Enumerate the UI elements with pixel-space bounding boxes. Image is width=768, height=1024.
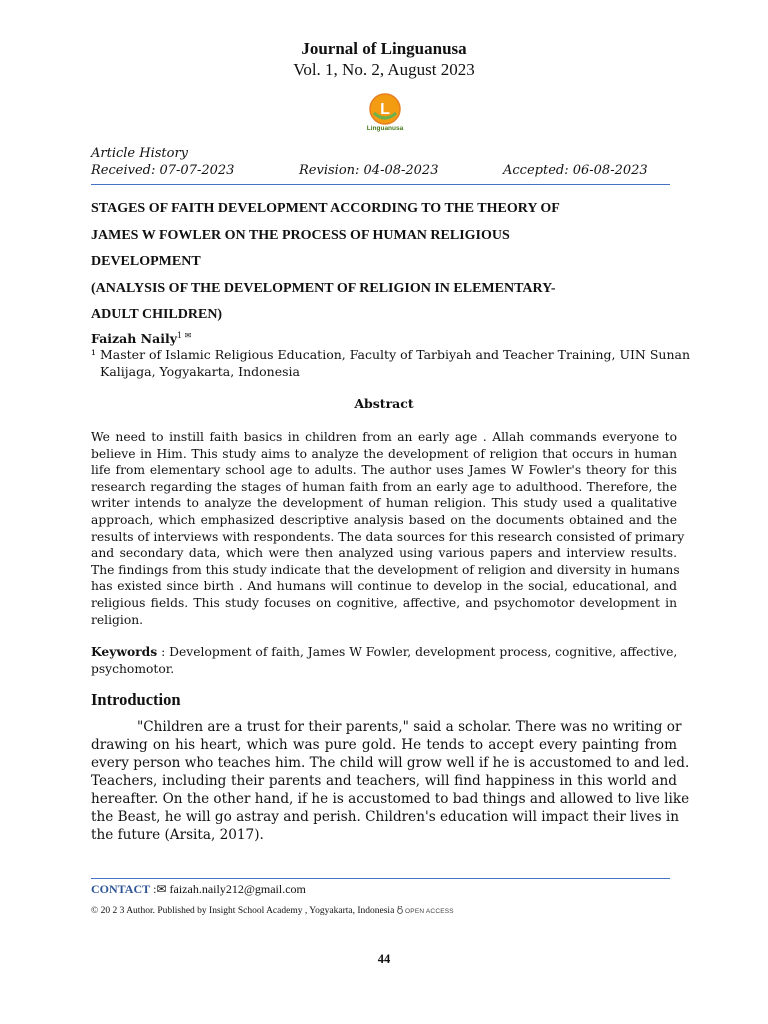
logo-text: Linguanusa bbox=[366, 125, 404, 132]
abstract-line: writer intends to analyze the development of human religion. This study used a qualitative bbox=[91, 496, 677, 511]
intro-line: the Beast, he will go astray and perish. Children's education will impact their lives in bbox=[91, 809, 679, 825]
author-name bbox=[91, 331, 191, 346]
abstract-line: religious fields. This study focuses on cognitive, affective, and psychomotor development in bbox=[91, 595, 677, 610]
abstract-line: has existed since birth . And humans will continue to develop in the social, educational, and bbox=[91, 579, 677, 594]
page-number: 44 bbox=[377, 952, 391, 966]
abstract-line: approach, which emphasized descriptive analysis based on the documents obtained and the bbox=[91, 512, 677, 527]
abstract-line: We need to instill faith basics in children from an early age . Allah commands everyone to bbox=[91, 430, 677, 444]
abstract-line: and secondary data, which were then analyzed using various papers and interview results. bbox=[91, 546, 677, 561]
journal-title: Journal of Linguanusa bbox=[301, 39, 467, 58]
author-affiliation bbox=[91, 347, 691, 380]
revision-date: Revision: 04-08-2023 bbox=[299, 163, 439, 178]
abstract-line: research regarding the stages of human faith from an early age to adulthood. Therefore, the bbox=[91, 479, 677, 494]
author-name-text: Faizah Naily bbox=[91, 331, 177, 347]
title-line: STAGES OF FAITH DEVELOPMENT ACCORDING TO THE THEORY OF bbox=[91, 201, 560, 216]
title-line: JAMES W FOWLER ON THE PROCESS OF HUMAN RELIGIOUS bbox=[91, 227, 510, 243]
copyright-footer bbox=[91, 906, 454, 916]
header-rule bbox=[91, 184, 670, 185]
intro-line: Teachers, including their parents and teachers, will find happiness in this world and bbox=[91, 773, 677, 789]
contact-sep: :✉ bbox=[150, 882, 170, 896]
author-sup: 1 ✉ bbox=[176, 331, 192, 340]
intro-line: the future (Arsita, 2017). bbox=[91, 827, 264, 843]
accepted-date: Accepted: 06-08-2023 bbox=[503, 163, 648, 178]
title-line: (ANALYSIS OF THE DEVELOPMENT OF RELIGION IN ELEMENTARY- bbox=[91, 280, 556, 296]
title-line: ADULT CHILDREN) bbox=[91, 307, 223, 322]
received-date: Received: 07-07-2023 bbox=[91, 163, 235, 178]
keywords-line: psychomotor. bbox=[91, 662, 175, 676]
keywords bbox=[91, 643, 677, 678]
keywords-label: Keywords bbox=[91, 644, 158, 659]
keywords-line: : Development of faith, James W Fowler, development process, cognitive, affective, bbox=[157, 645, 678, 659]
title-line: DEVELOPMENT bbox=[91, 254, 201, 269]
abstract-line: results of interviews with respondents. The data sources for this research consisted of primary bbox=[91, 529, 685, 544]
intro-line: drawing on his heart, which was pure gold. He tends to accept every painting from bbox=[91, 737, 677, 753]
contact-label: CONTACT bbox=[91, 882, 151, 896]
intro-line: "Children are a trust for their parents," said a scholar. There was no writing or bbox=[137, 719, 682, 735]
contact-email[interactable]: faizah.naily212@gmail.com bbox=[169, 882, 306, 896]
abstract-heading: Abstract bbox=[354, 396, 414, 411]
open-access-label: OPEN ACCESS bbox=[405, 908, 454, 915]
abstract-line: religion. bbox=[91, 612, 144, 627]
journal-volume: Vol. 1, No. 2, August 2023 bbox=[293, 60, 475, 79]
intro-line: every person who teaches him. The child will grow well if he is accustomed to and led. bbox=[91, 755, 690, 771]
article-title bbox=[91, 196, 681, 329]
copyright-text: © 20 2 3 Author. Published by Insight School Academy , Yogyakarta, Indonesia bbox=[91, 906, 395, 916]
introduction-body bbox=[91, 718, 690, 844]
abstract-line: The findings from this study indicate that the development of religion and diversity in humans bbox=[91, 562, 680, 577]
contact-info bbox=[91, 882, 306, 897]
abstract-line: believe in Him. This study aims to analyze the development of religion that occurs in human bbox=[91, 446, 677, 461]
logo-letter: L bbox=[380, 101, 390, 118]
affiliation-line: ¹ Master of Islamic Religious Education, Faculty of Tarbiyah and Teacher Training, UIN Sunan bbox=[91, 347, 691, 362]
footer-rule bbox=[91, 878, 670, 879]
introduction-heading: Introduction bbox=[91, 690, 181, 709]
article-history-label: Article History bbox=[91, 146, 189, 161]
abstract-body bbox=[91, 429, 685, 628]
journal-logo-icon bbox=[368, 93, 402, 125]
intro-line: hereafter. On the other hand, if he is accustomed to bad things and allowed to live like bbox=[91, 791, 690, 807]
abstract-line: life from elementary school age to adults. The author uses James W Fowler's theory for this bbox=[91, 463, 677, 478]
journal-logo bbox=[362, 93, 408, 135]
affiliation-line: Kalijaga, Yogyakarta, Indonesia bbox=[100, 363, 300, 379]
open-access-icon bbox=[397, 906, 403, 914]
